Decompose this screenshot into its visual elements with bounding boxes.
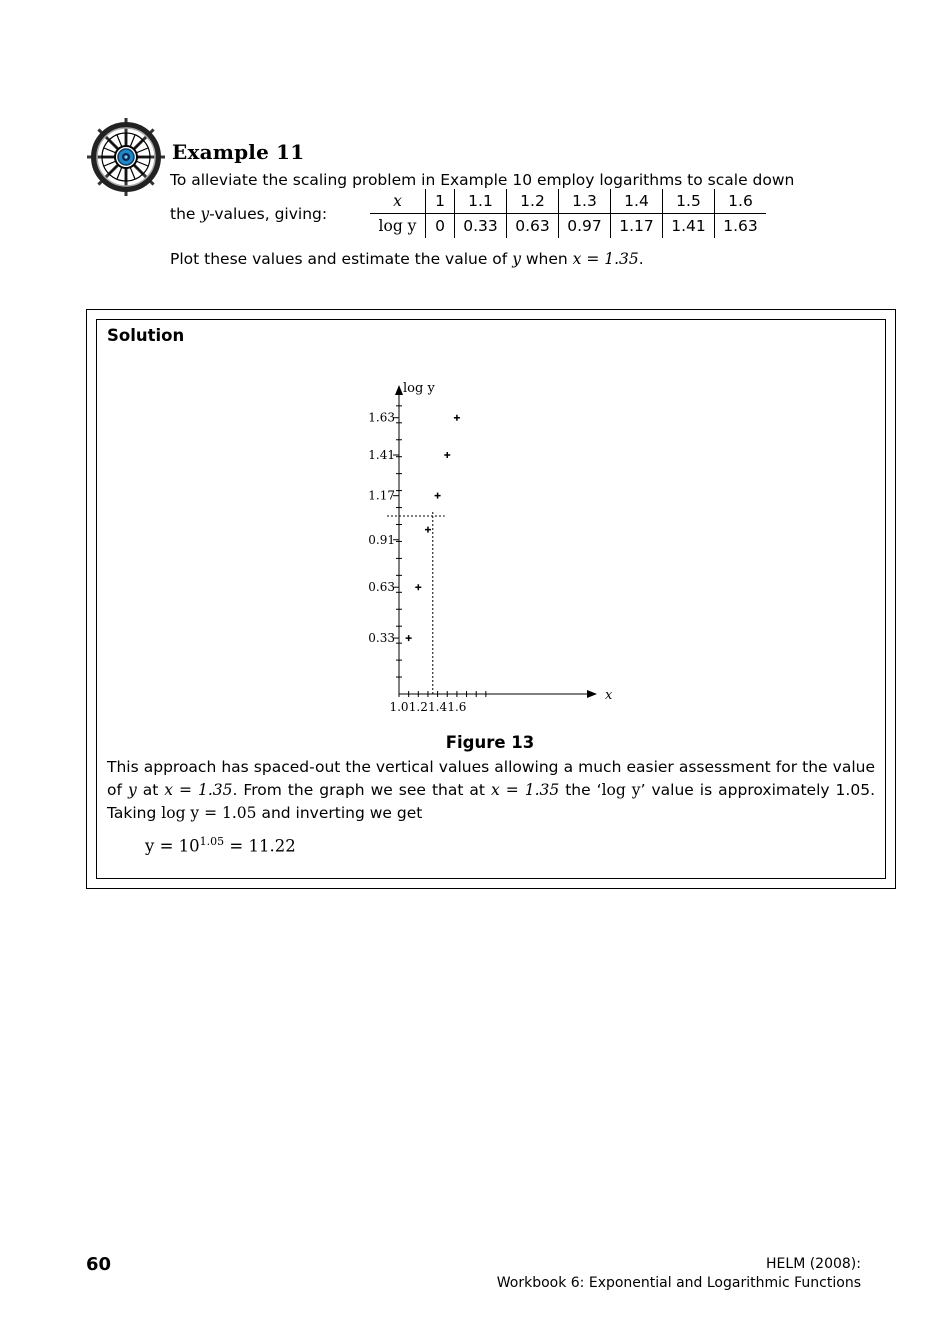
solution-heading: Solution [107,326,185,345]
x-tick-label: 1.0 [389,700,409,714]
text: and inverting we get [256,804,423,822]
var-y: y [512,250,521,268]
y-tick-label: 0.91 [368,532,395,547]
cell-logy: 1.41 [663,214,715,239]
data-table [370,189,766,238]
example-giving-line [170,205,327,223]
table-row-x [370,189,766,214]
y-axis-arrow [395,385,403,395]
cell-x: 1.6 [715,189,767,214]
y-axis-label: log y [403,381,435,396]
eq-rhs: = 11.22 [224,836,296,856]
data-point [425,527,431,533]
text: -values, giving: [209,205,328,223]
text: This approach has spaced-out the vertical values allowing a much easier assessment for the value of [107,758,875,799]
result-equation [145,835,296,856]
equation: x = 1.35 [572,250,639,268]
text: when [520,250,573,268]
data-point [406,635,412,641]
cell-logy: 0.63 [507,214,559,239]
cell-logy: 1.63 [715,214,767,239]
example-task-line [170,250,644,268]
figure-caption: Figure 13 [445,733,535,752]
y-tick-label: 1.41 [368,448,395,463]
text: the ‘ [559,781,602,799]
var-y: y [127,781,137,799]
cell-x: 1.2 [507,189,559,214]
data-point [444,452,450,458]
cell-x: 1.3 [559,189,611,214]
var-y: y [200,205,210,223]
y-tick-label: 0.33 [368,631,395,646]
row-label-logy: log y [378,217,417,235]
cell-x: 1.1 [455,189,507,214]
data-point [435,493,441,499]
x-tick-label: 1.2 [408,700,428,714]
x-axis-label: x [605,688,613,703]
page-number: 60 [86,1254,112,1275]
footer-citation [497,1255,861,1293]
y-tick-label: 1.17 [368,488,395,503]
y-tick-label: 0.63 [368,580,395,595]
equation: x = 1.35 [491,781,560,799]
text: at [136,781,165,799]
solution-paragraph [107,756,875,825]
x-tick-label: 1.4 [428,700,448,714]
y-tick-label: 1.63 [368,410,395,425]
footer-line2: Workbook 6: Exponential and Logarithmic Functions [496,1275,861,1291]
equation: log y = 1.05 [161,804,257,822]
eq-lhs: y = 10 [145,836,200,856]
example-title: Example 11 [172,140,305,164]
scatter-chart [340,370,630,720]
eq-exponent: 1.05 [199,835,225,848]
x-tick-label: 1.6 [447,700,467,714]
cell-x: 1.4 [611,189,663,214]
text: . From the graph we see that at [232,781,491,799]
example-intro-line: To alleviate the scaling problem in Example 10 employ logarithms to scale down [170,171,795,189]
cell-logy: 0.33 [455,214,507,239]
footer-line1: HELM (2008): [766,1256,861,1272]
ship-wheel-icon [86,117,166,197]
text: . [638,250,644,268]
text: Plot these values and estimate the value of [170,250,513,268]
cell-x: 1.5 [663,189,715,214]
row-label-x: x [370,189,426,214]
log-y: log y [601,781,641,799]
cell-x: 1 [426,189,455,214]
text: ’ value is approximately 1.05. Taking [107,781,875,822]
data-point [454,415,460,421]
data-point [415,584,421,590]
equation: x = 1.35 [164,781,233,799]
cell-logy: 0.97 [559,214,611,239]
text: the [170,205,201,223]
x-axis-arrow [587,690,597,698]
cell-logy: 0 [426,214,455,239]
table-row-logy [370,214,766,239]
cell-logy: 1.17 [611,214,663,239]
